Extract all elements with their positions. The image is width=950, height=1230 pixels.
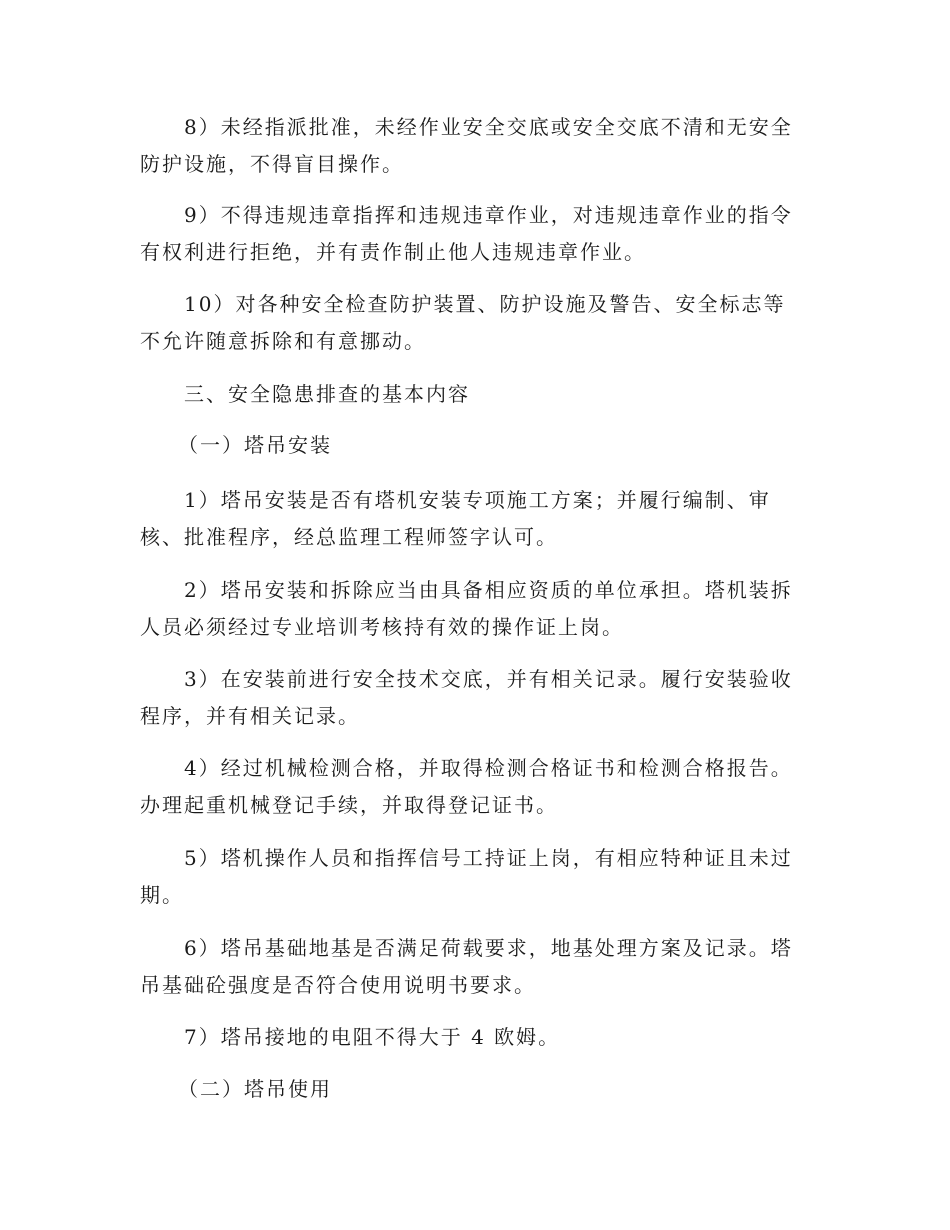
paragraph-item-10: 10）对各种安全检查防护装置、防护设施及警告、安全标志等不允许随意拆除和有意挪动。	[140, 292, 786, 353]
subsection-heading-installation: （一）塔吊安装	[178, 433, 332, 457]
paragraph-install-7: 7）塔吊接地的电阻不得大于 4 欧姆。	[184, 1025, 561, 1049]
paragraph-install-2: 2）塔吊安装和拆除应当由具备相应资质的单位承担。塔机装拆人员必须经过专业培训考核持有效的操作证上岗。	[140, 578, 793, 639]
section-heading: 三、安全隐患排查的基本内容	[184, 382, 470, 406]
subsection-heading-usage: （二）塔吊使用	[178, 1077, 332, 1101]
paragraph-item-9: 9）不得违规违章指挥和违规违章作业，对违规违章作业的指令有权利进行拒绝，并有责作制止他人违规违章作业。	[140, 203, 793, 264]
paragraph-install-4: 4）经过机械检测合格，并取得检测合格证书和检测合格报告。办理起重机械登记手续，并取得登记证书。	[140, 756, 793, 817]
paragraph-install-1: 1）塔吊安装是否有塔机安装专项施工方案；并履行编制、审核、批准程序，经总监理工程师签字认可。	[140, 488, 771, 549]
paragraph-install-3: 3）在安装前进行安全技术交底，并有相关记录。履行安装验收程序，并有相关记录。	[140, 667, 793, 728]
paragraph-item-8: 8）未经指派批准，未经作业安全交底或安全交底不清和无安全防护设施，不得盲目操作。	[140, 115, 793, 176]
paragraph-install-5: 5）塔机操作人员和指挥信号工持证上岗，有相应特种证且未过期。	[140, 846, 793, 907]
paragraph-install-6: 6）塔吊基础地基是否满足荷载要求，地基处理方案及记录。塔吊基础砼强度是否符合使用说明书要求。	[140, 936, 793, 997]
